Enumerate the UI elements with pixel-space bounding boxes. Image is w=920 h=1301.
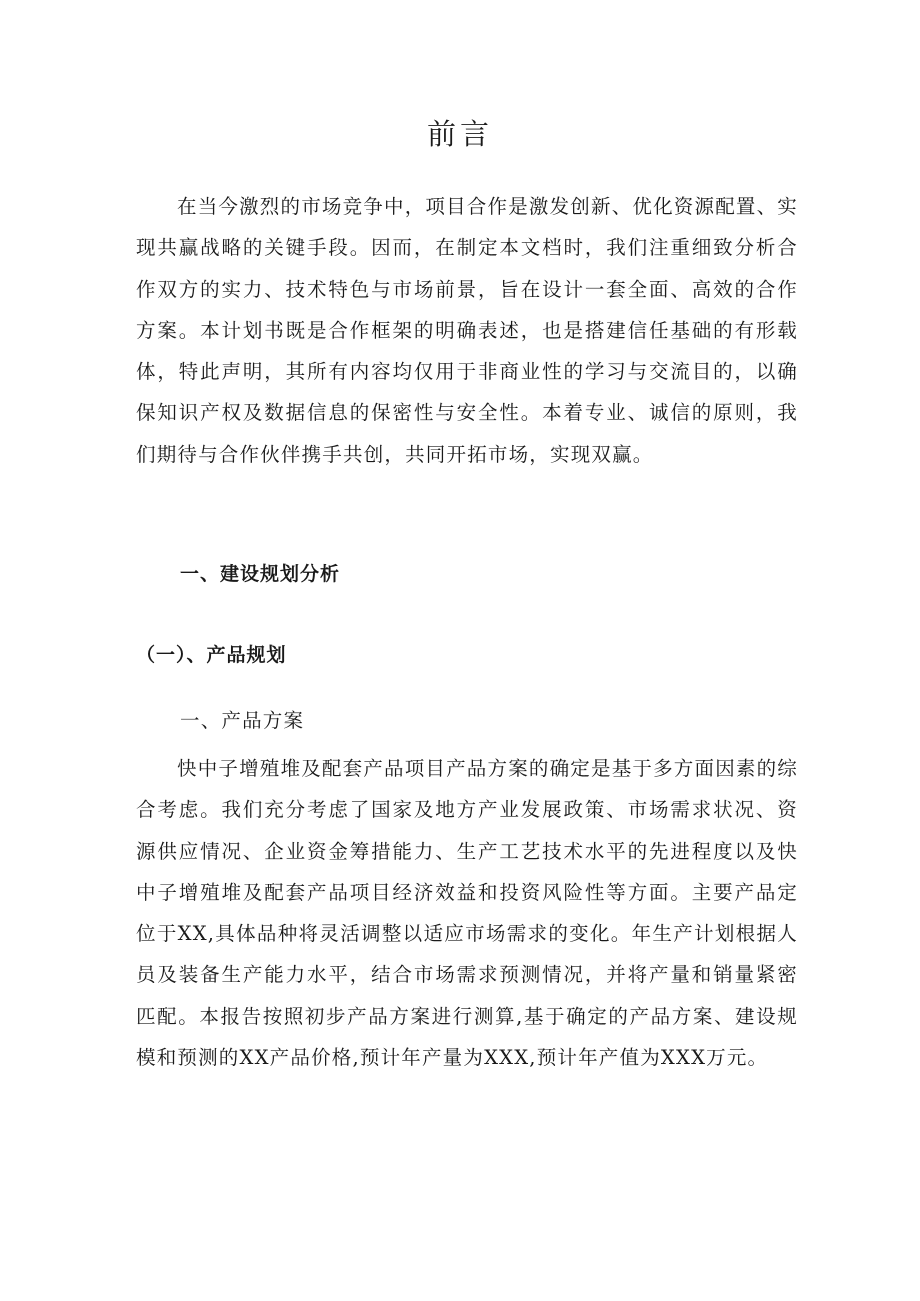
- subsection-heading: （一）、产品规划: [136, 644, 287, 666]
- page-title: 前言: [426, 117, 493, 151]
- item-heading: 一、产品方案: [180, 709, 305, 732]
- preface-paragraph: 在当今激烈的市场竞争中，项目合作是激发创新、优化资源配置、实现共赢战略的关键手段。因而，在制定本文档时，我们注重细致分析合作双方的实力、技术特色与市场前景，旨在设计一套全面、高效的合作方案。本计划书既是合作框架的明确表述，也是搭建信任基础的有形载体，特此声明，其所有内容均仅用于非商业性的学习与交流目的，以确保知识产权及数据信息的保密性与安全性。本着专业、诚信的原则，我们期待与合作伙伴携手共创，共同开拓市场，实现双赢。: [136, 195, 799, 466]
- product-plan-paragraph: 快中子增殖堆及配套产品项目产品方案的确定是基于多方面因素的综合考虑。我们充分考虑了国家及地方产业发展政策、市场需求状况、资源供应情况、企业资金筹措能力、生产工艺技术水平的先进程度以及快中子增殖堆及配套产品项目经济效益和投资风险性等方面。主要产品定位于XX,具体品种将灵活调整以适应市场需求的变化。年生产计划根据人员及装备生产能力水平，结合市场需求预测情况，并将产量和销量紧密匹配。本报告按照初步产品方案进行测算,基于确定的产品方案、建设规模和预测的XX产品价格,预计年产量为XXX,预计年产值为XXX万元。: [136, 757, 799, 1070]
- section-heading: 一、建设规划分析: [180, 563, 341, 585]
